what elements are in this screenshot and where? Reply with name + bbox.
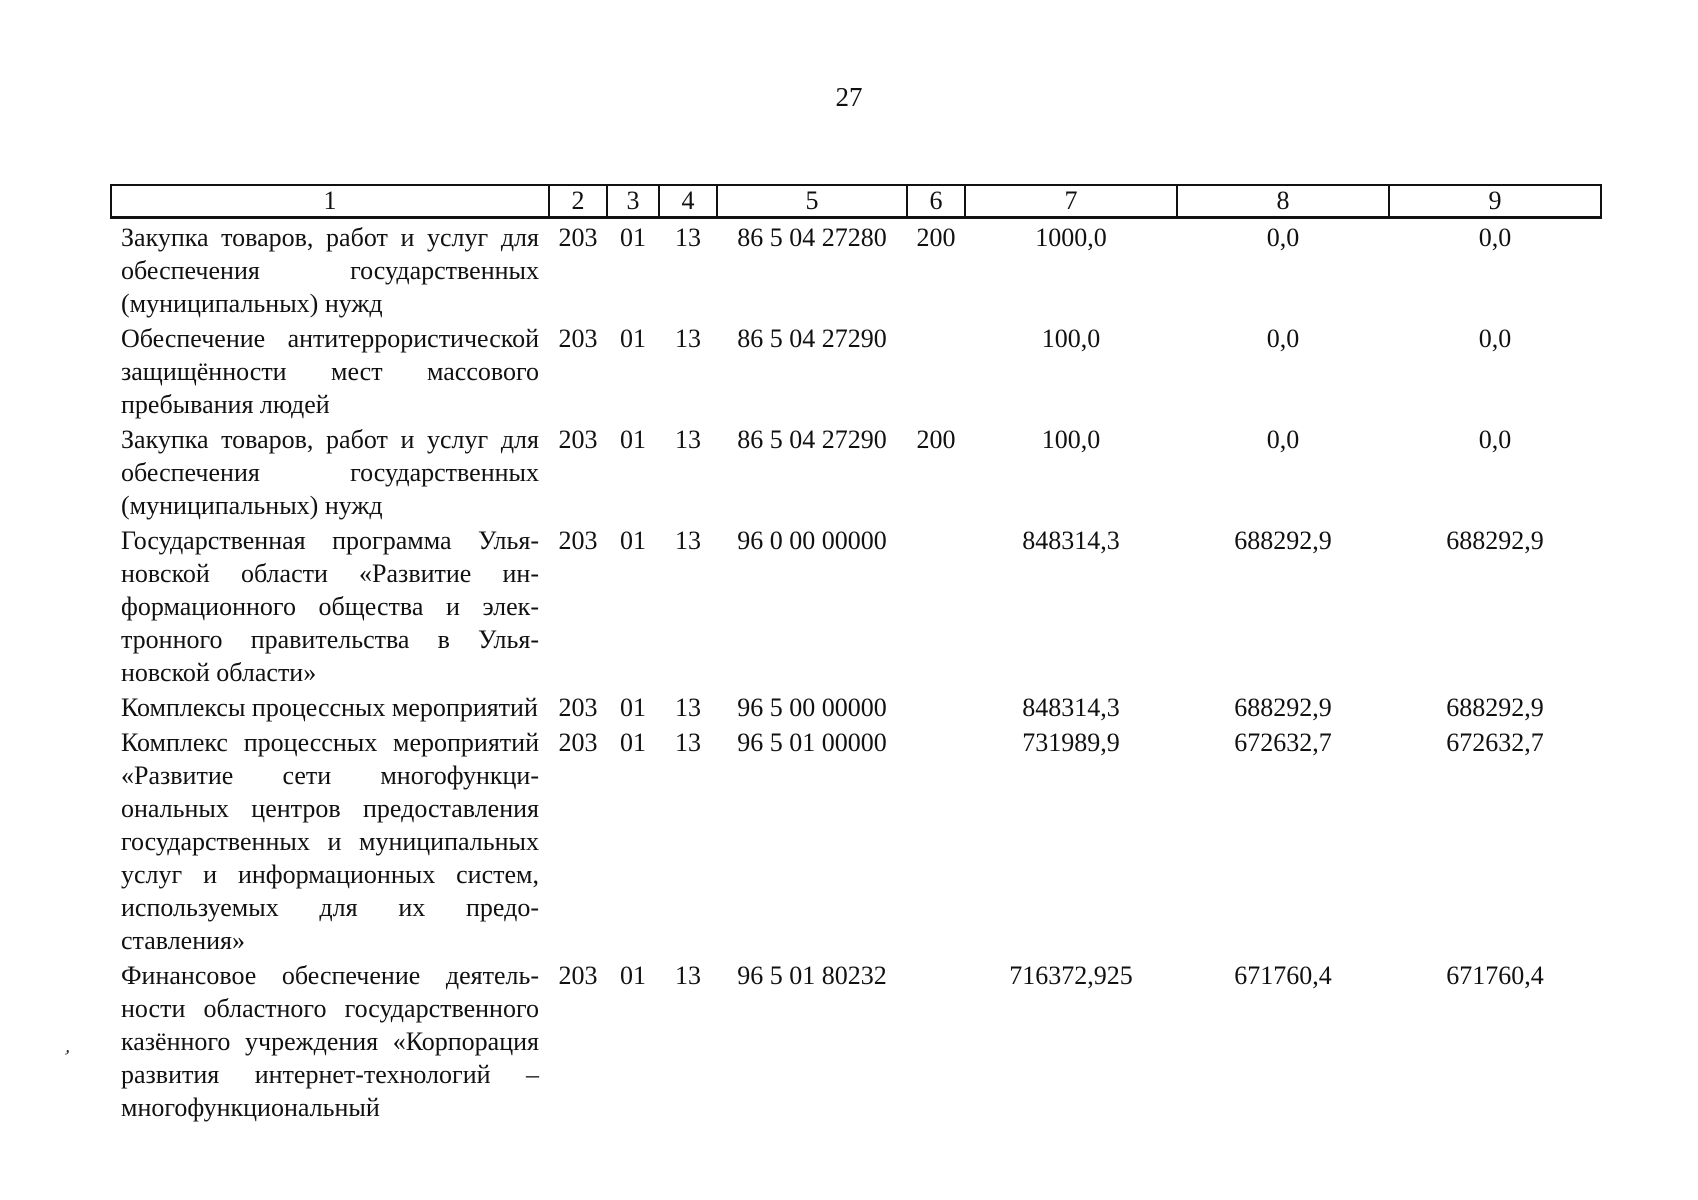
cell-section-code: 01 <box>620 693 646 722</box>
row-description: Закупка товаров, работ и услуг для обеспечения государственных (муниципальных) нужд <box>121 223 539 318</box>
cell-amount-col7: 848314,3 <box>1022 693 1120 722</box>
table-header <box>111 185 1601 218</box>
cell-section-code: 01 <box>620 526 646 555</box>
column-header-4: 4 <box>659 185 717 218</box>
cell-amount-col7: 1000,0 <box>1035 223 1107 252</box>
cell-expense-type <box>907 320 965 421</box>
cell-section-code: 01 <box>620 223 646 252</box>
column-header-3: 3 <box>607 185 659 218</box>
cell-subsection-code: 13 <box>675 223 701 252</box>
cell-ministry-code: 203 <box>558 425 598 454</box>
cell-expense-type <box>907 522 965 689</box>
table-row <box>111 957 1601 1124</box>
table-row <box>111 320 1601 421</box>
cell-expense-type <box>907 689 965 724</box>
cell-amount-col8: 671760,4 <box>1234 961 1332 990</box>
table-row <box>111 421 1601 522</box>
cell-amount-col8: 688292,9 <box>1234 693 1332 722</box>
cell-subsection-code: 13 <box>675 526 701 555</box>
cell-subsection-code: 13 <box>675 324 701 353</box>
cell-ministry-code: 203 <box>558 693 598 722</box>
cell-expense-type <box>907 957 965 1124</box>
cell-amount-col9: 0,0 <box>1478 425 1512 454</box>
cell-amount-col9: 0,0 <box>1478 324 1512 353</box>
cell-section-code: 01 <box>620 324 646 353</box>
cell-amount-col9: 688292,9 <box>1446 526 1544 555</box>
table-row <box>111 724 1601 957</box>
column-header-1: 1 <box>111 185 549 218</box>
cell-amount-col8: 672632,7 <box>1234 728 1332 757</box>
cell-section-code: 01 <box>620 425 646 454</box>
cell-amount-col7: 716372,925 <box>1009 961 1133 990</box>
cell-section-code: 01 <box>620 728 646 757</box>
cell-target-article: 86 5 04 27290 <box>737 425 887 454</box>
cell-ministry-code: 203 <box>558 526 598 555</box>
cell-target-article: 86 5 04 27290 <box>737 324 887 353</box>
cell-expense-type: 200 <box>916 223 956 252</box>
table-row <box>111 522 1601 689</box>
cell-expense-type <box>907 724 965 957</box>
cell-amount-col7: 100,0 <box>1041 425 1101 454</box>
page-number: 27 <box>835 82 863 112</box>
cell-target-article: 96 0 00 00000 <box>737 526 887 555</box>
row-description: Финансовое обеспечение деятельности областного государственного казённого учреждения «Корпорация развития интернет-технологий – многофункциональный <box>121 961 539 1122</box>
header-row <box>111 185 1601 218</box>
row-description: Комплексы процессных мероприятий <box>121 693 538 722</box>
cell-target-article: 96 5 01 00000 <box>737 728 887 757</box>
cell-amount-col9: 671760,4 <box>1446 961 1544 990</box>
cell-amount-col8: 688292,9 <box>1234 526 1332 555</box>
cell-ministry-code: 203 <box>558 223 598 252</box>
row-description: Обеспечение антитеррористической защищённости мест массового пребывания людей <box>121 324 539 419</box>
row-description: Комплекс процессных мероприятий «Развитие сети многофункциональных центров предоставления государственных и муниципальных услуг и информационных систем, используемых для их предоставления» <box>121 728 539 955</box>
column-header-9: 9 <box>1389 185 1601 218</box>
column-header-5: 5 <box>717 185 907 218</box>
cell-amount-col9: 672632,7 <box>1446 728 1544 757</box>
budget-table <box>110 184 1602 1124</box>
column-header-6: 6 <box>907 185 965 218</box>
cell-amount-col8: 0,0 <box>1266 223 1300 252</box>
cell-subsection-code: 13 <box>675 425 701 454</box>
cell-subsection-code: 13 <box>675 693 701 722</box>
cell-target-article: 96 5 01 80232 <box>737 961 887 990</box>
cell-subsection-code: 13 <box>675 961 701 990</box>
cell-target-article: 86 5 04 27280 <box>737 223 887 252</box>
stray-scan-mark: ʼ <box>58 1045 73 1069</box>
cell-amount-col7: 731989,9 <box>1022 728 1120 757</box>
cell-ministry-code: 203 <box>558 728 598 757</box>
cell-target-article: 96 5 00 00000 <box>737 693 887 722</box>
column-header-8: 8 <box>1177 185 1389 218</box>
cell-ministry-code: 203 <box>558 324 598 353</box>
cell-ministry-code: 203 <box>558 961 598 990</box>
table-row <box>111 218 1601 321</box>
table-body <box>111 218 1601 1125</box>
row-description: Закупка товаров, работ и услуг для обеспечения государственных (муниципальных) нужд <box>121 425 539 520</box>
column-header-7: 7 <box>965 185 1177 218</box>
cell-amount-col8: 0,0 <box>1266 425 1300 454</box>
cell-amount-col8: 0,0 <box>1266 324 1300 353</box>
column-header-2: 2 <box>549 185 607 218</box>
row-description: Государственная программа Ульяновской области «Развитие информационного общества и электронного правительства в Ульяновской области» <box>121 526 539 687</box>
table-row <box>111 689 1601 724</box>
cell-amount-col9: 688292,9 <box>1446 693 1544 722</box>
cell-section-code: 01 <box>620 961 646 990</box>
cell-subsection-code: 13 <box>675 728 701 757</box>
cell-amount-col9: 0,0 <box>1478 223 1512 252</box>
cell-amount-col7: 100,0 <box>1041 324 1101 353</box>
cell-expense-type: 200 <box>916 425 956 454</box>
cell-amount-col7: 848314,3 <box>1022 526 1120 555</box>
